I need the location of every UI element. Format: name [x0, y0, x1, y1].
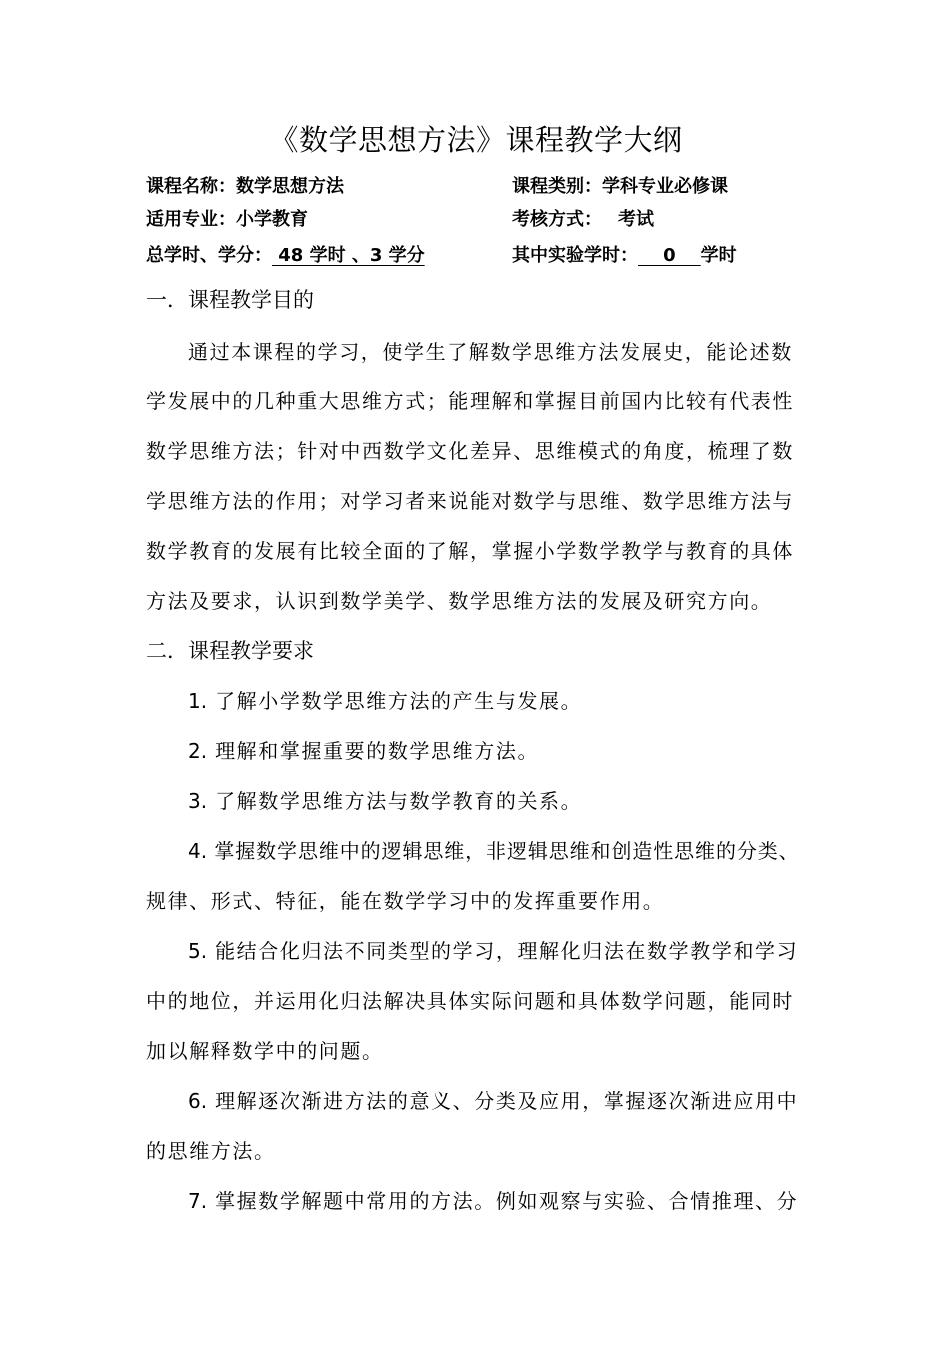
paragraph-line: 通过本课程的学习，使学生了解数学思维方法发展史，能论述数: [188, 340, 793, 364]
paragraph-line: 学思维方法的作用；对学习者来说能对数学与思维、数学思维方法与: [146, 489, 794, 513]
list-item-number: 3.: [188, 789, 208, 813]
major-value: 小学教育: [236, 209, 308, 230]
list-item-text: 掌握数学解题中常用的方法。例如观察与实验、合情推理、分: [215, 1189, 799, 1213]
list-item: [188, 786, 858, 816]
document-title: 《数学思想方法》课程教学大纲: [269, 123, 683, 157]
list-item: [188, 686, 858, 716]
course-type-value: 学科专业必修课: [602, 176, 728, 197]
list-item-number: 6.: [188, 1089, 208, 1113]
list-item-continuation: 加以解释数学中的问题。: [146, 1039, 384, 1063]
lab-hours-unit: 学时: [700, 245, 737, 266]
lab-hours-label: 其中实验学时：: [512, 245, 638, 266]
exam-value: 考试: [618, 209, 654, 230]
list-item-text: 能结合化归法不同类型的学习，理解化归法在数学教学和学习: [215, 939, 799, 963]
list-item-text: 掌握数学思维中的逻辑思维，非逻辑思维和创造性思维的分类、: [214, 839, 800, 863]
list-item-text: 了解数学思维方法与数学教育的关系。: [215, 789, 583, 813]
hours-value: 48 学时 、3 学分: [272, 245, 425, 266]
list-item-number: 5.: [188, 939, 208, 963]
paragraph-line: 数学教育的发展有比较全面的了解，掌握小学数学教学与教育的具体: [146, 539, 794, 563]
hours-row: [146, 243, 425, 269]
list-item: [188, 836, 858, 866]
list-item-continuation: 的思维方法。: [146, 1139, 276, 1163]
list-item-number: 4.: [188, 839, 208, 863]
exam-label: 考核方式：: [512, 209, 602, 230]
course-name-value: 数学思想方法: [236, 176, 344, 197]
paragraph-line: 方法及要求，认识到数学美学、数学思维方法的发展及研究方向。: [146, 589, 773, 613]
section-heading-requirements: 二．课程教学要求: [146, 639, 314, 663]
list-item: [188, 736, 858, 766]
major-label: 适用专业：: [146, 209, 236, 230]
list-item-text: 理解逐次渐进方法的意义、分类及应用，掌握逐次渐进应用中: [215, 1089, 799, 1113]
list-item-number: 1.: [188, 689, 208, 713]
list-item: [188, 1186, 858, 1216]
hours-label: 总学时、学分：: [146, 245, 272, 266]
list-item-text: 理解和掌握重要的数学思维方法。: [215, 739, 540, 763]
list-item-number: 7.: [188, 1189, 208, 1213]
paragraph-line: 数学思维方法；针对中西数学文化差异、思维模式的角度，梳理了数: [146, 439, 794, 463]
list-item-text: 了解小学数学思维方法的产生与发展。: [215, 689, 583, 713]
major-row: [146, 207, 308, 233]
list-item-continuation: 规律、形式、特征，能在数学学习中的发挥重要作用。: [146, 889, 665, 913]
course-type-label: 课程类别：: [512, 176, 602, 197]
lab-hours-value: 0: [638, 245, 701, 266]
course-type-row: [512, 174, 728, 200]
course-name-label: 课程名称：: [146, 176, 236, 197]
section-heading-purpose: 一．课程教学目的: [146, 288, 314, 312]
course-name-row: [146, 174, 344, 200]
list-item-continuation: 中的地位，并运用化归法解决具体实际问题和具体数学问题，能同时: [146, 989, 794, 1013]
lab-hours-row: [512, 243, 737, 269]
paragraph-line: 学发展中的几种重大思维方式；能理解和掌握目前国内比较有代表性: [146, 389, 794, 413]
list-item-number: 2.: [188, 739, 208, 763]
list-item: [188, 936, 858, 966]
list-item: [188, 1086, 858, 1116]
exam-row: [512, 207, 654, 233]
